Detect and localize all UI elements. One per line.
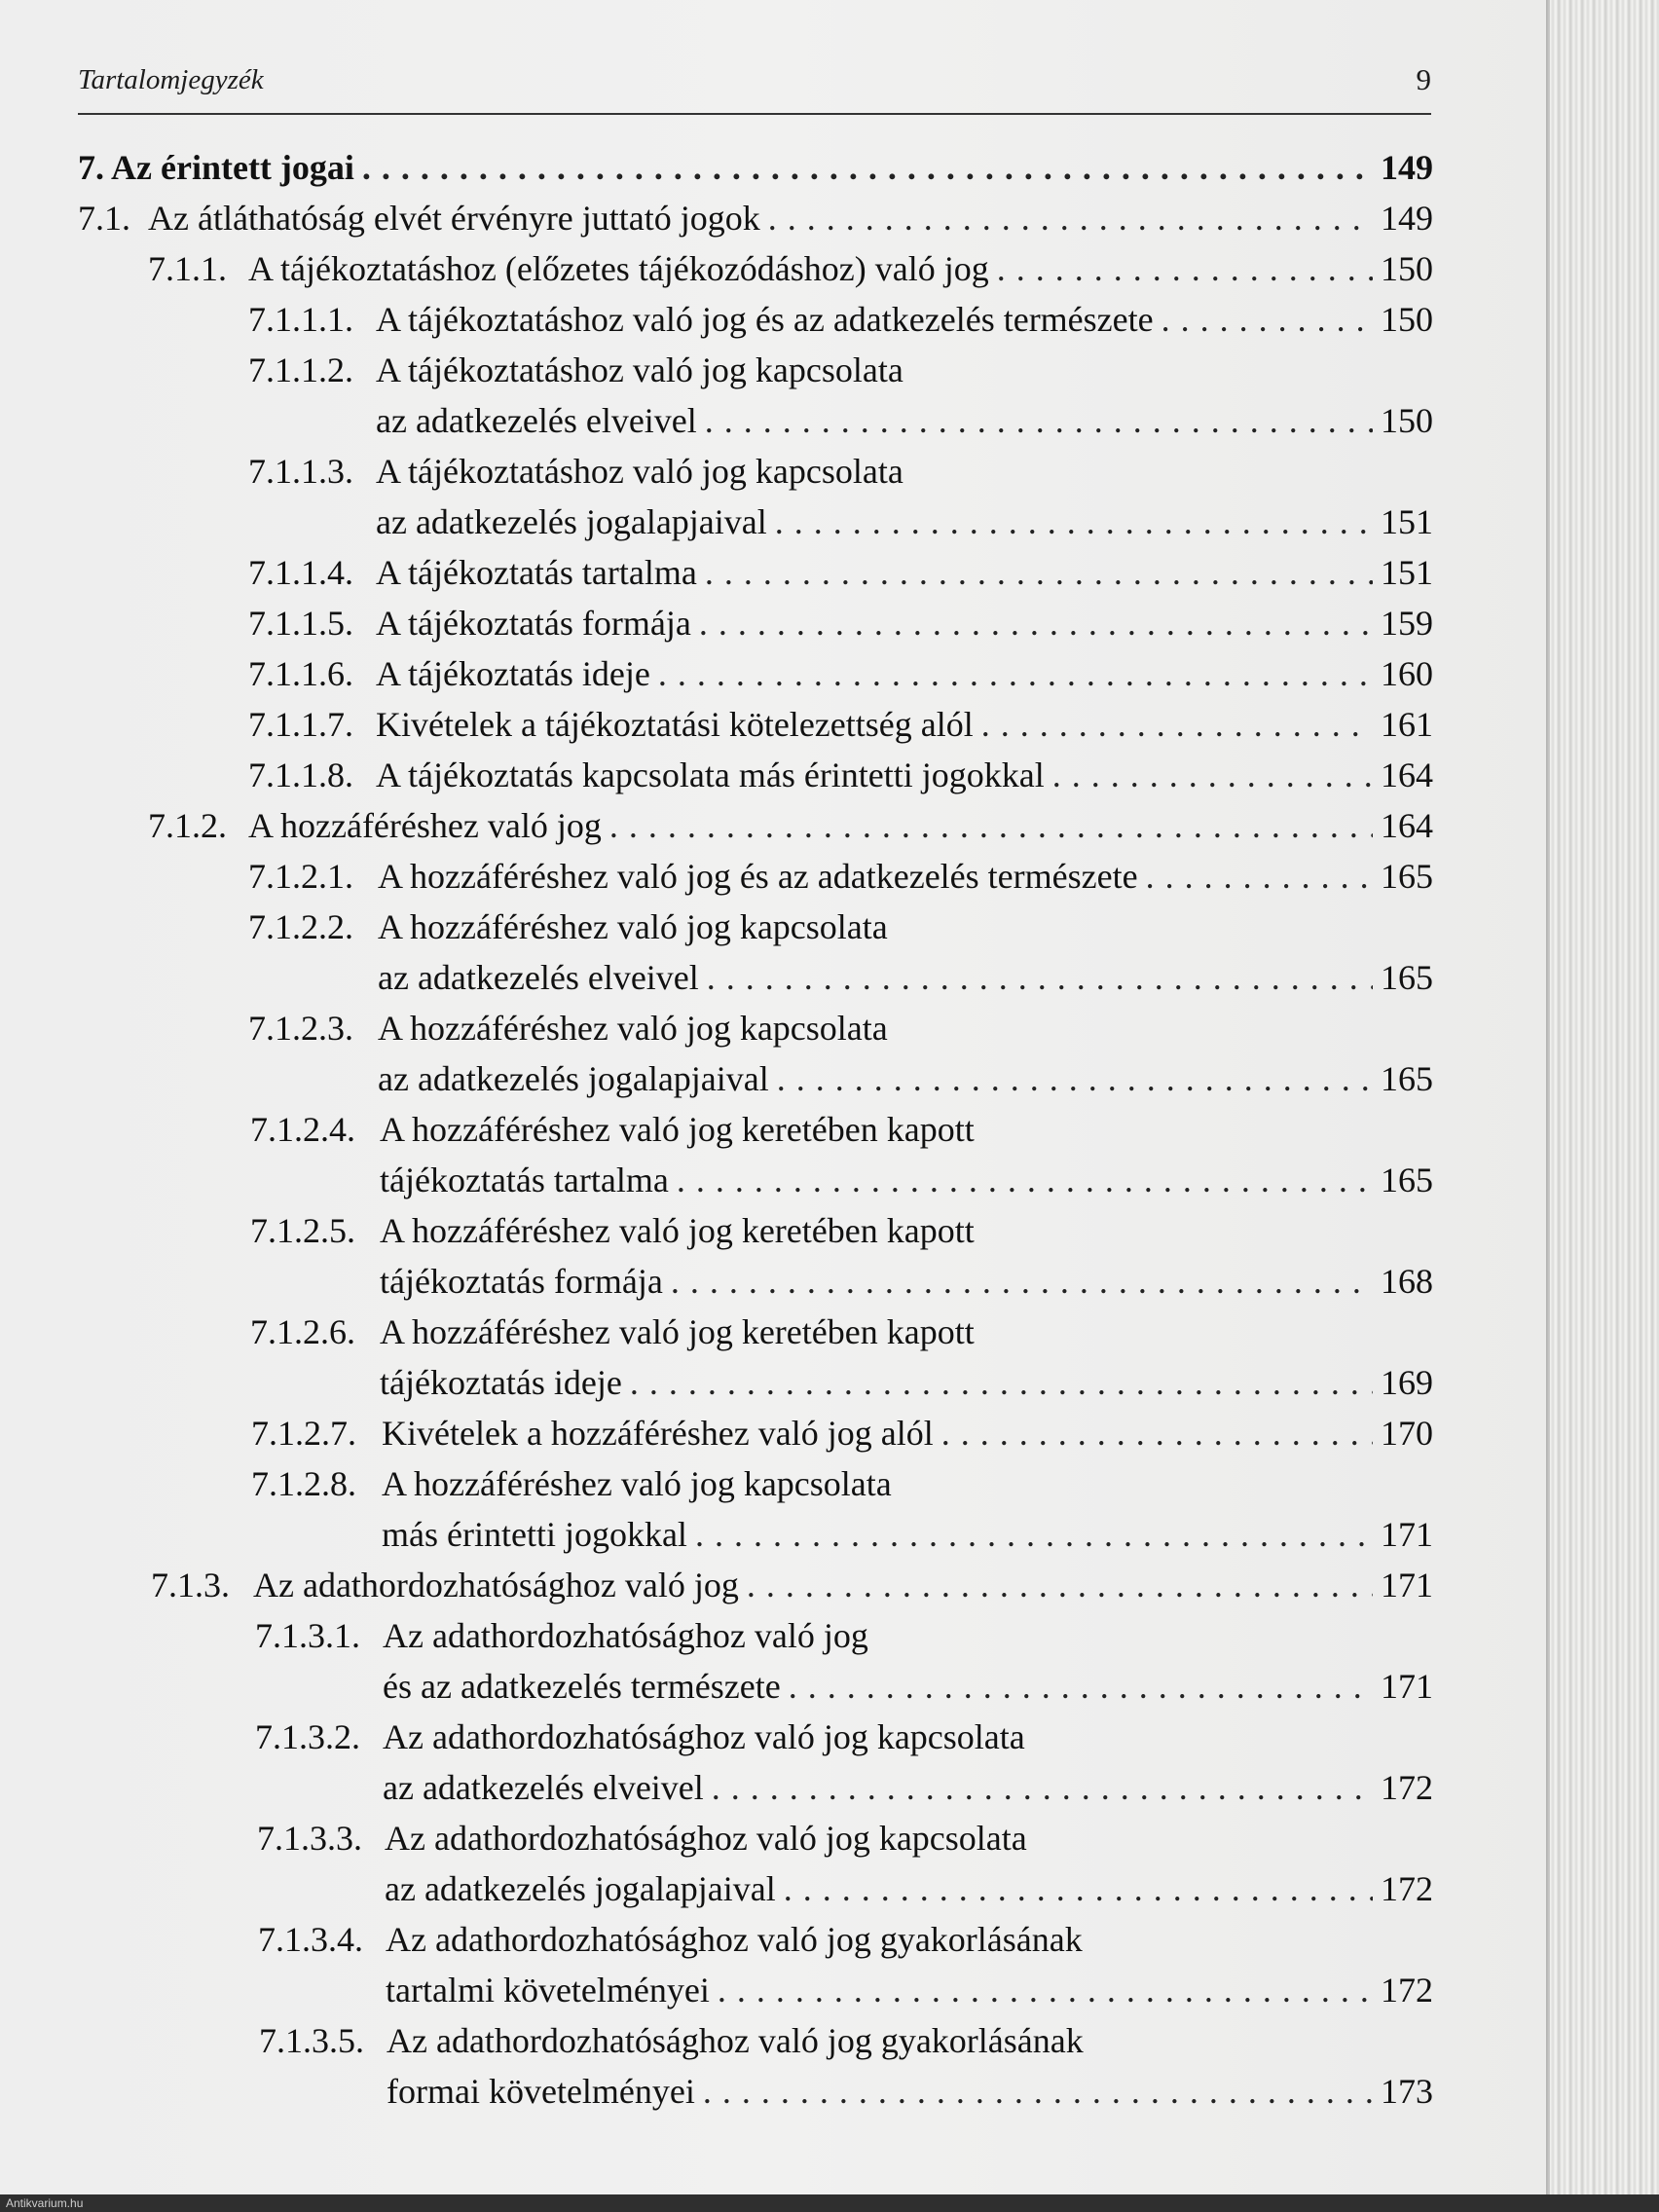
toc-entry-title: Kivételek a hozzáféréshez való jog alól xyxy=(382,1414,934,1453)
toc-entry xyxy=(255,1714,1433,1760)
toc-entry-page: 149 xyxy=(1381,199,1433,238)
toc-entry-title: A hozzáféréshez való jog xyxy=(248,806,602,845)
toc-entry xyxy=(248,347,1433,393)
toc-entry-title: Az adathordozhatósághoz való jog gyakorlásának xyxy=(387,2021,1084,2060)
toc-entry-page: 151 xyxy=(1381,502,1433,541)
leader-dots xyxy=(1161,296,1373,343)
leader-dots xyxy=(707,954,1373,1001)
toc-entry-title: A hozzáféréshez való jog és az adatkezelés természete xyxy=(378,857,1138,896)
leader-dots xyxy=(981,701,1373,748)
toc-entry-number: 7.1.1. xyxy=(148,249,227,288)
toc-entry-number: 7.1.3. xyxy=(151,1566,230,1604)
toc-entry xyxy=(250,1309,1433,1355)
leader-dots xyxy=(777,1055,1373,1102)
leader-dots xyxy=(789,1663,1373,1710)
leader-dots xyxy=(784,1865,1373,1912)
toc-entry xyxy=(251,1410,1433,1456)
toc-entry-title-continuation: tartalmi követelményei xyxy=(386,1971,710,2009)
toc-entry-number: 7.1. xyxy=(78,199,130,238)
toc-entry-number: 7.1.2.8. xyxy=(251,1464,356,1503)
toc-entry-title-continuation: más érintetti jogokkal xyxy=(382,1515,687,1554)
toc-entry-page: 160 xyxy=(1381,654,1433,693)
leader-dots xyxy=(695,1511,1373,1558)
toc-entry-title-continuation: formai követelményei xyxy=(387,2072,695,2111)
toc-entry xyxy=(78,144,1433,191)
toc-entry xyxy=(386,1967,1433,2013)
leader-dots xyxy=(699,600,1373,646)
toc-entry-title: Az adathordozhatósághoz való jog kapcsolata xyxy=(385,1819,1027,1858)
toc-entry-number: 7.1.1.8. xyxy=(248,756,353,794)
toc-entry xyxy=(248,701,1433,748)
leader-dots xyxy=(768,195,1373,241)
leader-dots xyxy=(677,1157,1373,1203)
page-number: 9 xyxy=(1416,62,1431,96)
toc-entry xyxy=(250,1207,1433,1254)
toc-entry-title: A tájékoztatáshoz való jog kapcsolata xyxy=(376,452,903,491)
leader-dots xyxy=(775,498,1373,545)
toc-entry-title: Az adathordozhatósághoz való jog xyxy=(253,1566,739,1604)
toc-entry-number: 7.1.1.1. xyxy=(248,300,353,339)
toc-entry xyxy=(259,2017,1433,2064)
toc-entry-page: 172 xyxy=(1381,1768,1433,1807)
toc-entry-title-continuation: az adatkezelés jogalapjaival xyxy=(376,502,767,541)
toc-entry xyxy=(378,1055,1433,1102)
toc-entry-title: Az adathordozhatósághoz való jog kapcsolata xyxy=(383,1717,1025,1756)
toc-entry-title: Kivételek a tájékoztatási kötelezettség alól xyxy=(376,705,974,744)
running-title: Tartalomjegyzék xyxy=(78,64,264,95)
toc-entry-number: 7.1.1.4. xyxy=(248,553,353,592)
toc-entry-page: 171 xyxy=(1381,1667,1433,1706)
leader-dots xyxy=(630,1359,1373,1406)
leader-dots xyxy=(703,2068,1373,2115)
toc-entry-number: 7.1.3.2. xyxy=(255,1717,360,1756)
leader-dots xyxy=(705,397,1373,444)
toc-entry-title: A tájékoztatás ideje xyxy=(376,654,650,693)
toc-entry-title: Az adathordozhatósághoz való jog xyxy=(383,1616,868,1655)
toc-entry xyxy=(248,296,1433,343)
leader-dots xyxy=(705,549,1373,596)
toc-entry xyxy=(257,1815,1433,1862)
toc-entry xyxy=(248,650,1433,697)
toc-entry xyxy=(151,1562,1433,1608)
toc-entry-title: A hozzáféréshez való jog keretében kapott xyxy=(380,1110,975,1149)
toc-entry-title-continuation: és az adatkezelés természete xyxy=(383,1667,781,1706)
leader-dots xyxy=(1052,752,1373,798)
toc-entry xyxy=(251,1460,1433,1507)
toc-entry xyxy=(250,1106,1433,1153)
toc-entry-number: 7.1.2.4. xyxy=(250,1110,355,1149)
toc-entry-page: 165 xyxy=(1381,857,1433,896)
toc-entry-page: 171 xyxy=(1381,1515,1433,1554)
toc-entry xyxy=(382,1511,1433,1558)
toc-entry-page: 172 xyxy=(1381,1869,1433,1908)
toc-entry-title-continuation: az adatkezelés elveivel xyxy=(383,1768,704,1807)
toc-entry-title-continuation: tájékoztatás formája xyxy=(380,1262,663,1301)
toc-entry-title: A tájékoztatáshoz való jog kapcsolata xyxy=(376,350,903,389)
toc-entry-title: A tájékoztatáshoz való jog és az adatkezelés természete xyxy=(376,300,1154,339)
toc-entry xyxy=(248,752,1433,798)
toc-entry-title: A hozzáféréshez való jog kapcsolata xyxy=(378,907,888,946)
toc-entry-title: A hozzáféréshez való jog keretében kapott xyxy=(380,1211,975,1250)
toc-entry xyxy=(376,397,1433,444)
toc-entry-page: 172 xyxy=(1381,1971,1433,2009)
toc-entry xyxy=(378,954,1433,1001)
toc-entry xyxy=(258,1916,1433,1963)
toc-entry-title: A hozzáféréshez való jog kapcsolata xyxy=(382,1464,892,1503)
toc-entry-title: 7. Az érintett jogai xyxy=(78,148,354,187)
toc-entry-number: 7.1.3.5. xyxy=(259,2021,364,2060)
toc-entry-number: 7.1.2.6. xyxy=(250,1312,355,1351)
toc-entry-title: A tájékoztatás kapcsolata más érintetti jogokkal xyxy=(376,756,1045,794)
leader-dots xyxy=(747,1562,1373,1608)
toc-entry-page: 159 xyxy=(1381,604,1433,643)
toc-entry-title-continuation: tájékoztatás tartalma xyxy=(380,1161,669,1199)
toc-entry-number: 7.1.3.1. xyxy=(255,1616,360,1655)
toc-entry xyxy=(376,498,1433,545)
toc-entry-page: 171 xyxy=(1381,1566,1433,1604)
leader-dots xyxy=(997,245,1373,292)
toc-entry xyxy=(380,1359,1433,1406)
toc-entry-number: 7.1.1.6. xyxy=(248,654,353,693)
toc-entry-page: 165 xyxy=(1381,1161,1433,1199)
toc-entry-title: A tájékoztatás tartalma xyxy=(376,553,697,592)
toc-entry-number: 7.1.2.1. xyxy=(248,857,353,896)
leader-dots xyxy=(362,144,1373,191)
leader-dots xyxy=(718,1967,1373,2013)
toc-entry-title-continuation: az adatkezelés elveivel xyxy=(378,958,699,997)
toc-entry xyxy=(248,448,1433,495)
leader-dots xyxy=(671,1258,1373,1305)
toc-entry-number: 7.1.1.3. xyxy=(248,452,353,491)
toc-entry-number: 7.1.2.5. xyxy=(250,1211,355,1250)
toc-entry-page: 161 xyxy=(1381,705,1433,744)
toc-entry-title: Az átláthatóság elvét érvényre juttató jogok xyxy=(148,199,760,238)
bottom-strip xyxy=(0,2194,1659,2212)
toc-entry-page: 165 xyxy=(1381,958,1433,997)
toc-entry-page: 149 xyxy=(1381,148,1433,187)
toc-entry xyxy=(248,853,1433,900)
toc-entry-page: 169 xyxy=(1381,1363,1433,1402)
toc-entry-title: A hozzáféréshez való jog keretében kapott xyxy=(380,1312,975,1351)
toc-entry-title-continuation: az adatkezelés jogalapjaival xyxy=(378,1059,769,1098)
toc-entry-title: Az adathordozhatósághoz való jog gyakorlásának xyxy=(386,1920,1083,1959)
toc-entry xyxy=(148,245,1433,292)
toc-entry xyxy=(248,549,1433,596)
toc-entry xyxy=(380,1258,1433,1305)
toc-entry-page: 150 xyxy=(1381,249,1433,288)
toc-entry xyxy=(387,2068,1433,2115)
toc-entry xyxy=(383,1663,1433,1710)
toc-entry-number: 7.1.2.7. xyxy=(251,1414,356,1453)
toc-entry-page: 151 xyxy=(1381,553,1433,592)
toc-entry xyxy=(148,802,1433,849)
toc-entry-number: 7.1.2.3. xyxy=(248,1009,353,1048)
leader-dots xyxy=(1146,853,1373,900)
page-stack-edge xyxy=(1550,0,1659,2212)
toc-entry-page: 165 xyxy=(1381,1059,1433,1098)
toc-entry-number: 7.1.2. xyxy=(148,806,227,845)
toc-entry-page: 150 xyxy=(1381,300,1433,339)
toc-entry xyxy=(383,1764,1433,1811)
toc-entry-title: A tájékoztatáshoz (előzetes tájékozódáshoz) való jog xyxy=(248,249,989,288)
toc-entry-page: 168 xyxy=(1381,1262,1433,1301)
toc-entry-title-continuation: tájékoztatás ideje xyxy=(380,1363,622,1402)
toc-entry-number: 7.1.3.3. xyxy=(257,1819,362,1858)
toc-entry xyxy=(248,1005,1433,1051)
toc-entry xyxy=(78,195,1433,241)
toc-entry xyxy=(385,1865,1433,1912)
toc-entry-page: 164 xyxy=(1381,756,1433,794)
toc-entry-number: 7.1.2.2. xyxy=(248,907,353,946)
toc-entry-title: A tájékoztatás formája xyxy=(376,604,691,643)
toc-entry xyxy=(248,600,1433,646)
toc-entry-page: 173 xyxy=(1381,2072,1433,2111)
leader-dots xyxy=(712,1764,1373,1811)
toc-entry-title-continuation: az adatkezelés jogalapjaival xyxy=(385,1869,776,1908)
toc-entry-page: 164 xyxy=(1381,806,1433,845)
toc-entry-page: 150 xyxy=(1381,401,1433,440)
toc-entry-number: 7.1.3.4. xyxy=(258,1920,363,1959)
watermark: Antikvarium.hu xyxy=(6,2196,84,2210)
toc-entry-title-continuation: az adatkezelés elveivel xyxy=(376,401,697,440)
leader-dots xyxy=(658,650,1373,697)
toc-entry-number: 7.1.1.2. xyxy=(248,350,353,389)
toc-entry-title: A hozzáféréshez való jog kapcsolata xyxy=(378,1009,888,1048)
toc-entry xyxy=(248,903,1433,950)
leader-dots xyxy=(941,1410,1373,1456)
toc-entry-number: 7.1.1.7. xyxy=(248,705,353,744)
toc-entry xyxy=(380,1157,1433,1203)
toc-entry-number: 7.1.1.5. xyxy=(248,604,353,643)
toc-entry-page: 170 xyxy=(1381,1414,1433,1453)
leader-dots xyxy=(609,802,1373,849)
toc-entry xyxy=(255,1612,1433,1659)
